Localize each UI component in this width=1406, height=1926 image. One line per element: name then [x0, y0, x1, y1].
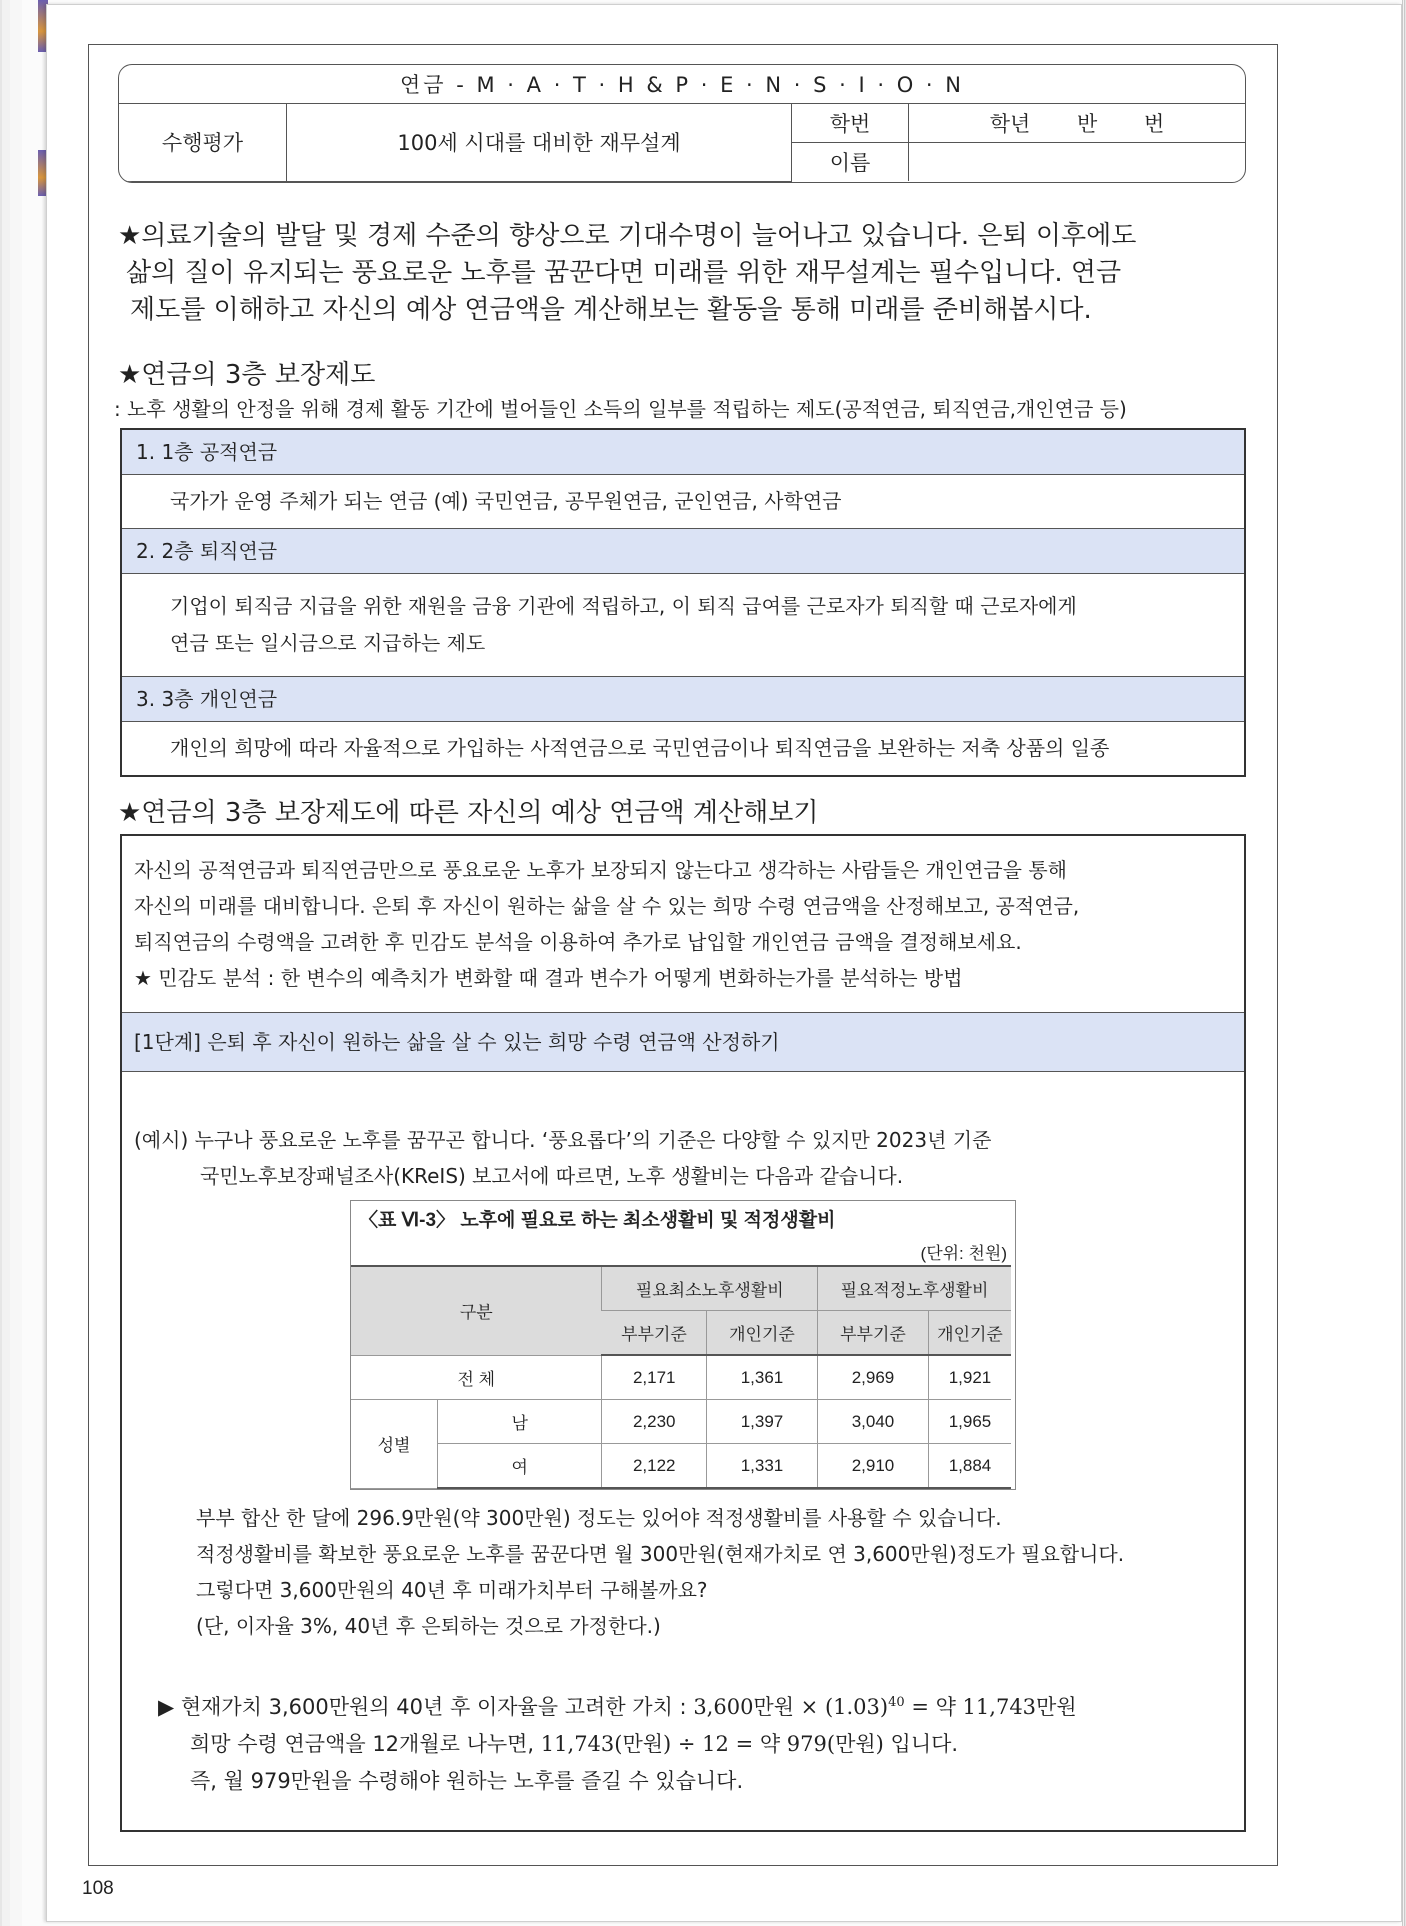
living-cost-table-figure [350, 1200, 1016, 1490]
table-cell: 2,969 [817, 1355, 928, 1400]
tier-heading: 1. 1층 공적연금 [122, 430, 1244, 475]
worksheet-title: 연금 - M · A · T · H & P · E · N · S · I · O · N [119, 65, 1245, 104]
sensitivity-definition: ★ 민감도 분석 : 한 변수의 예측치가 변화할 때 결과 변수가 어떻게 변화하는가를 분석하는 방법 [134, 966, 963, 990]
section-title-calculation: ★연금의 3층 보장제도에 따른 자신의 예상 연금액 계산해보기 [118, 798, 819, 828]
explanation-line: (단, 이자율 3%, 40년 후 은퇴하는 것으로 가정한다.) [196, 1614, 661, 1638]
result-text: 희망 수령 연금액을 12개월로 나누면, [190, 1732, 535, 1756]
table-subheader: 개인기준 [928, 1311, 1011, 1356]
table-cell: 3,040 [817, 1400, 928, 1444]
section-title-pension-tiers: ★연금의 3층 보장제도 [118, 360, 376, 390]
tier-heading: 3. 3층 개인연금 [122, 677, 1244, 722]
intro-paragraph [118, 218, 1228, 329]
table-cell: 1,921 [928, 1355, 1011, 1400]
living-cost-table [351, 1265, 1011, 1489]
table-cell: 1,397 [706, 1400, 817, 1444]
table-cell: 1,884 [928, 1444, 1011, 1489]
section-subtitle: : 노후 생활의 안정을 위해 경제 활동 기간에 벌어들인 소득의 일부를 적립하는 제도(공적연금, 퇴직연금,개인연금 등) [114, 397, 1127, 421]
table-row [351, 1444, 1011, 1489]
table-cell: 2,230 [602, 1400, 707, 1444]
calc-intro-line: 자신의 미래를 대비합니다. 은퇴 후 자신이 원하는 삶을 살 수 있는 희망 수령 연금액을 산정해보고, 공적연금, [134, 894, 1080, 918]
pension-tiers-box [120, 428, 1246, 777]
table-header-category: 구분 [351, 1266, 602, 1355]
table-caption: 〈표 Ⅵ-3〉 노후에 필요로 하는 최소생활비 및 적정생활비 [359, 1210, 836, 1231]
row-label: 전 체 [351, 1355, 602, 1400]
tier-text: 연금 또는 일시금으로 지급하는 제도 [170, 631, 486, 655]
step1-heading: [1단계] 은퇴 후 자신이 원하는 삶을 살 수 있는 희망 수령 연금액 산정하기 [122, 1012, 1244, 1072]
row-label: 남 [438, 1400, 602, 1444]
calculation-result [158, 1684, 1077, 1800]
table-header-adequate: 필요적정노후생활비 [817, 1266, 1011, 1311]
tier-text: 기업이 퇴직금 지급을 위한 재원을 금융 기관에 적립하고, 이 퇴직 급여를 근로자가 퇴직할 때 근로자에게 [170, 594, 1077, 618]
result-exponent: 40 [888, 1695, 905, 1710]
calculation-intro [122, 836, 1244, 1012]
tier-text: 개인의 희망에 따라 자율적으로 가입하는 사적연금으로 국민연금이나 퇴직연금을 보완하는 저축 상품의 일종 [170, 736, 1110, 760]
tier-description [122, 574, 1244, 677]
table-row [351, 1400, 1011, 1444]
table-subheader: 부부기준 [817, 1311, 928, 1356]
explanation-line: 적정생활비를 확보한 풍요로운 노후를 꿈꾼다면 월 300만원(현재가치로 연 3,600만원)정도가 필요합니다. [196, 1542, 1125, 1566]
table-cell: 2,122 [602, 1444, 707, 1489]
result-line [158, 1684, 1077, 1726]
result-text: 입니다. [890, 1732, 959, 1756]
student-id-label: 학번 [792, 104, 909, 143]
result-value: = 약 11,743만원 [911, 1695, 1077, 1719]
calc-intro-line: 퇴직연금의 수령액을 고려한 후 민감도 분석을 이용하여 추가로 납입할 개인연금 금액을 결정해보세요. [134, 930, 1022, 954]
tier-text: 국가가 운영 주체가 되는 연금 (예) 국민연금, 공무원연금, 군인연금, 사학연금 [170, 489, 842, 513]
example-line: (예시) 누구나 풍요로운 노후를 꿈꾸곤 합니다. ‘풍요롭다’의 기준은 다양할 수 있지만 2023년 기준 [134, 1128, 992, 1152]
table-unit: (단위: 천원) [920, 1244, 1007, 1263]
intro-line: ★의료기술의 발달 및 경제 수준의 향상으로 기대수명이 늘어나고 있습니다. 은퇴 이후에도 [118, 221, 1137, 251]
worksheet-header [118, 64, 1246, 183]
explanation-line: 그렇다면 3,600만원의 40년 후 미래가치부터 구해볼까요? [196, 1578, 708, 1602]
row-group-label: 성별 [351, 1400, 438, 1489]
intro-line: 제도를 이해하고 자신의 예상 연금액을 계산해보는 활동을 통해 미래를 준비해봅시다. [130, 295, 1092, 325]
assessment-label: 수행평가 [119, 104, 287, 182]
example-paragraph [134, 1122, 1232, 1194]
table-row [351, 1355, 1011, 1400]
result-text: ▶ 현재가치 3,600만원의 40년 후 이자율을 고려한 가치 : [158, 1695, 687, 1719]
table-subheader: 부부기준 [602, 1311, 707, 1356]
table-cell: 2,171 [602, 1355, 707, 1400]
table-cell: 1,331 [706, 1444, 817, 1489]
table-header-minimum: 필요최소노후생활비 [602, 1266, 818, 1311]
result-formula: 11,743(만원) ÷ 12 = 약 979(만원) [540, 1732, 884, 1756]
tier-description [122, 475, 1244, 529]
table-cell: 2,910 [817, 1444, 928, 1489]
explanation-paragraph [196, 1500, 1124, 1644]
result-formula: 3,600만원 × (1.03) [693, 1695, 889, 1719]
calc-intro-line: 자신의 공적연금과 퇴직연금만으로 풍요로운 노후가 보장되지 않는다고 생각하는 사람들은 개인연금을 통해 [134, 858, 1067, 882]
intro-line: 삶의 질이 유지되는 풍요로운 노후를 꿈꾼다면 미래를 위한 재무설계는 필수입니다. 연금 [126, 258, 1122, 288]
row-label: 여 [438, 1444, 602, 1489]
table-cell: 1,965 [928, 1400, 1011, 1444]
topic-title: 100세 시대를 대비한 재무설계 [287, 104, 792, 182]
tier-description [122, 722, 1244, 775]
page-number: 108 [82, 1878, 114, 1899]
name-label: 이름 [792, 143, 909, 182]
result-line [158, 1726, 1077, 1763]
explanation-line: 부부 합산 한 달에 296.9만원(약 300만원) 정도는 있어야 적정생활비를 사용할 수 있습니다. [196, 1506, 1002, 1530]
table-subheader: 개인기준 [706, 1311, 817, 1356]
student-id-field[interactable]: 학년 반 번 [909, 104, 1246, 143]
example-line: 국민노후보장패널조사(KReIS) 보고서에 따르면, 노후 생활비는 다음과 같습니다. [200, 1164, 904, 1188]
result-conclusion: 즉, 월 979만원을 수령해야 원하는 노후를 즐길 수 있습니다. [190, 1769, 744, 1793]
tier-heading: 2. 2층 퇴직연금 [122, 529, 1244, 574]
table-cell: 1,361 [706, 1355, 817, 1400]
name-field[interactable] [909, 143, 1246, 182]
